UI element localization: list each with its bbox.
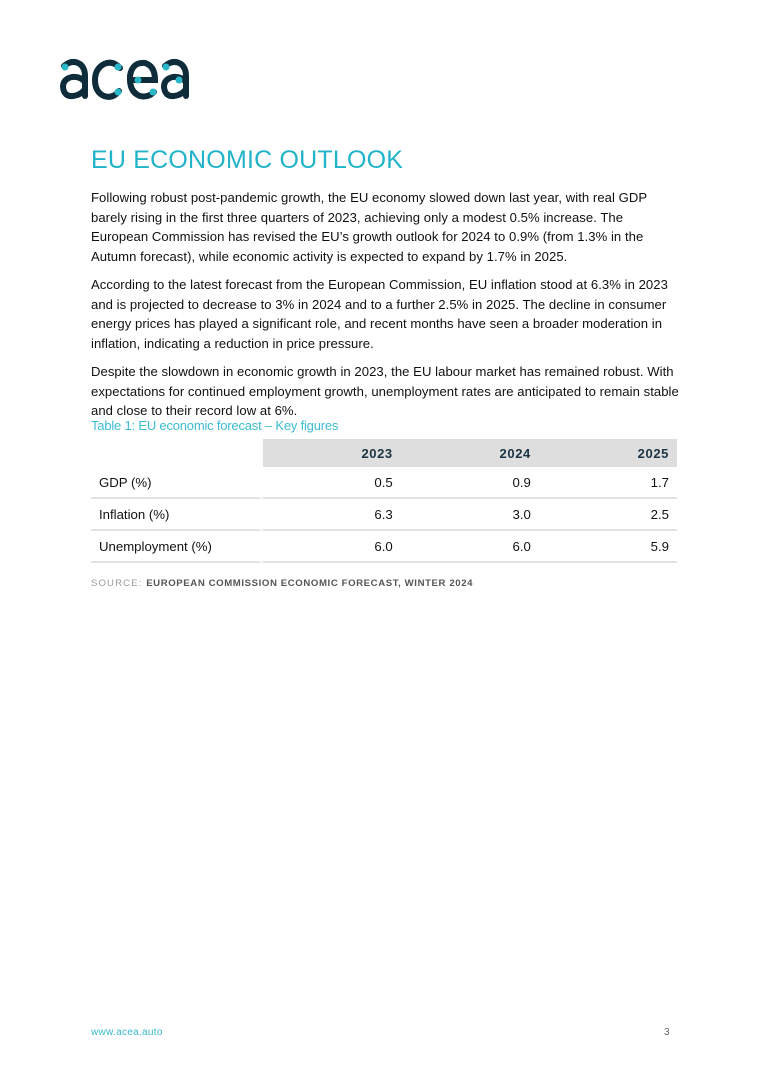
row-label: Inflation (%) bbox=[91, 499, 263, 531]
source-note bbox=[91, 578, 473, 589]
paragraph-labour: Despite the slowdown in economic growth in 2023, the EU labour market has remained robust. With expectations for continued employment growth, unemployment rates are anticipated to remain stable and close to their record low at 6%. bbox=[91, 364, 679, 418]
table-row bbox=[91, 531, 677, 563]
header-2023: 2023 bbox=[263, 439, 401, 467]
cell-value: 3.0 bbox=[401, 499, 539, 531]
cell-value: 5.9 bbox=[539, 531, 677, 563]
cell-value: 0.9 bbox=[401, 467, 539, 499]
forecast-table bbox=[91, 439, 677, 563]
body-text bbox=[91, 188, 681, 430]
cell-value: 0.5 bbox=[263, 467, 401, 499]
acea-logo-icon bbox=[58, 56, 190, 102]
row-label: GDP (%) bbox=[91, 467, 263, 499]
table-header-row bbox=[91, 439, 677, 467]
cell-value: 6.3 bbox=[263, 499, 401, 531]
table-row bbox=[91, 499, 677, 531]
acea-logo bbox=[58, 56, 190, 102]
page-title: EU ECONOMIC OUTLOOK bbox=[91, 146, 404, 174]
table-caption: Table 1: EU economic forecast – Key figures bbox=[91, 418, 339, 433]
cell-value: 2.5 bbox=[539, 499, 677, 531]
paragraph-gdp: Following robust post-pandemic growth, the EU economy slowed down last year, with real GDP barely rising in the first three quarters of 2023, achieving only a modest 0.5% increase. The European Commission has revised the EU’s growth outlook for 2024 to 0.9% (from 1.3% in the Autumn forecast), while economic activity is expected to expand by 1.7% in 2025. bbox=[91, 190, 647, 264]
source-text: EUROPEAN COMMISSION ECONOMIC FORECAST, WINTER 2024 bbox=[146, 578, 474, 589]
source-prefix: SOURCE: bbox=[91, 578, 147, 589]
cell-value: 6.0 bbox=[401, 531, 539, 563]
footer-website-link[interactable]: www.acea.auto bbox=[91, 1027, 163, 1038]
cell-value: 6.0 bbox=[263, 531, 401, 563]
page-number: 3 bbox=[664, 1027, 670, 1038]
header-2024: 2024 bbox=[401, 439, 539, 467]
header-blank bbox=[91, 439, 263, 467]
table-row bbox=[91, 467, 677, 499]
paragraph-inflation: According to the latest forecast from the European Commission, EU inflation stood at 6.3% in 2023 and is projected to decrease to 3% in 2024 and to a further 2.5% in 2025. The decline in consumer energy prices has played a significant role, and recent months have seen a broader moderation in inflation, indicating a reduction in price pressure. bbox=[91, 277, 668, 351]
cell-value: 1.7 bbox=[539, 467, 677, 499]
header-2025: 2025 bbox=[539, 439, 677, 467]
row-label: Unemployment (%) bbox=[91, 531, 263, 563]
